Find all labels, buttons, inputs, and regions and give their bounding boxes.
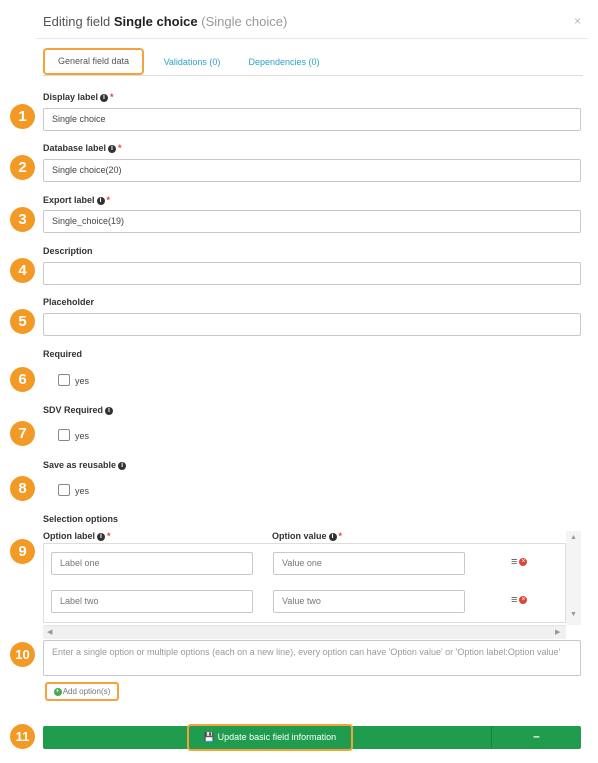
required-label: Required bbox=[43, 349, 83, 359]
row-actions bbox=[511, 594, 527, 606]
modal-title-prefix: Editing field bbox=[43, 14, 111, 29]
required-mark: * bbox=[338, 531, 343, 541]
required-mark: * bbox=[106, 195, 111, 205]
option-label-input[interactable]: Label one bbox=[51, 552, 253, 575]
display-label-label bbox=[43, 92, 114, 102]
header-divider bbox=[36, 38, 588, 39]
step-badge-5: 5 bbox=[10, 309, 35, 334]
database-label-label bbox=[43, 143, 122, 153]
tab-dependencies[interactable]: Dependencies (0) bbox=[248, 57, 320, 67]
required-option-text: yes bbox=[75, 376, 90, 386]
info-icon: i bbox=[105, 407, 113, 415]
sdv-required-label bbox=[43, 405, 113, 415]
scroll-left-icon[interactable]: ◀ bbox=[47, 629, 53, 636]
step-badge-6: 6 bbox=[10, 367, 35, 392]
export-label-input[interactable]: Single_choice(19) bbox=[43, 210, 581, 233]
sdv-required-text: SDV Required bbox=[43, 405, 104, 415]
modal-header bbox=[43, 12, 583, 38]
add-options-label: Add option(s) bbox=[62, 687, 111, 696]
sdv-required-option-text: yes bbox=[75, 431, 90, 441]
required-mark: * bbox=[118, 143, 122, 153]
info-icon: i bbox=[97, 197, 105, 205]
description-input[interactable] bbox=[43, 262, 581, 285]
sdv-required-checkbox[interactable] bbox=[58, 429, 70, 441]
option-label-header bbox=[43, 531, 111, 541]
save-reusable-text: Save as reusable bbox=[43, 460, 117, 470]
save-reusable-checkbox[interactable] bbox=[58, 484, 70, 496]
step-badge-7: 7 bbox=[10, 421, 35, 446]
submit-bar bbox=[43, 726, 581, 749]
database-label-text: Database label bbox=[43, 143, 107, 153]
add-options-button[interactable] bbox=[45, 682, 119, 701]
scroll-down-icon[interactable]: ▼ bbox=[570, 611, 577, 618]
modal-field-name: Single choice bbox=[113, 14, 198, 29]
save-reusable-label bbox=[43, 460, 126, 470]
scroll-up-icon[interactable]: ▲ bbox=[570, 534, 577, 541]
option-value-header bbox=[272, 531, 342, 541]
modal-field-type: (Single choice) bbox=[201, 14, 288, 29]
export-label-text: Export label bbox=[43, 195, 95, 205]
update-field-label: Update basic field information bbox=[217, 732, 337, 742]
step-badge-8: 8 bbox=[10, 476, 35, 501]
step-badge-2: 2 bbox=[10, 155, 35, 180]
required-mark: * bbox=[110, 92, 114, 102]
tab-general-field-data[interactable]: General field data bbox=[43, 48, 144, 75]
tab-validations[interactable]: Validations (0) bbox=[163, 57, 221, 67]
required-checkbox[interactable] bbox=[58, 374, 70, 386]
remove-circle-icon[interactable]: × bbox=[521, 558, 526, 566]
selection-options-title: Selection options bbox=[43, 514, 119, 524]
option-value-input[interactable]: Value two bbox=[273, 590, 465, 613]
option-value-header-text: Option value bbox=[272, 531, 327, 541]
info-icon: i bbox=[329, 533, 337, 541]
modal-title bbox=[43, 14, 287, 29]
required-mark: * bbox=[107, 531, 111, 541]
info-icon: i bbox=[100, 94, 108, 102]
option-label-header-text: Option label bbox=[43, 531, 96, 541]
step-badge-9: 9 bbox=[10, 539, 35, 564]
info-icon: i bbox=[97, 533, 105, 541]
display-label-text: Display label bbox=[43, 92, 99, 102]
step-badge-3: 3 bbox=[10, 207, 35, 232]
drag-handle-icon[interactable]: ≡ bbox=[511, 594, 518, 606]
step-badge-4: 4 bbox=[10, 258, 35, 283]
row-actions bbox=[511, 556, 527, 568]
step-badge-10: 10 bbox=[10, 642, 35, 667]
tab-bar bbox=[43, 48, 583, 76]
export-label-label bbox=[43, 195, 110, 205]
step-badge-1: 1 bbox=[10, 104, 35, 129]
drag-handle-icon[interactable]: ≡ bbox=[511, 556, 518, 568]
save-reusable-option-text: yes bbox=[75, 486, 90, 496]
placeholder-label: Placeholder bbox=[43, 297, 95, 307]
info-icon: i bbox=[108, 145, 116, 153]
plus-circle-icon: + bbox=[55, 687, 60, 695]
step-badge-11: 11 bbox=[10, 724, 35, 749]
database-label-input[interactable]: Single choice(20) bbox=[43, 159, 581, 182]
option-label-input[interactable]: Label two bbox=[51, 590, 253, 613]
collapse-button[interactable]: – bbox=[533, 729, 540, 743]
display-label-input[interactable]: Single choice bbox=[43, 108, 581, 131]
description-label: Description bbox=[43, 246, 93, 256]
placeholder-input[interactable] bbox=[43, 313, 581, 336]
options-horizontal-scrollbar[interactable] bbox=[43, 625, 566, 639]
info-icon: i bbox=[118, 462, 126, 470]
floppy-disk-icon: 💾 bbox=[203, 732, 216, 742]
scroll-right-icon[interactable]: ▶ bbox=[555, 629, 561, 636]
remove-circle-icon[interactable]: × bbox=[521, 596, 526, 604]
close-icon[interactable]: × bbox=[573, 14, 581, 28]
options-table bbox=[43, 543, 566, 623]
option-value-input[interactable]: Value one bbox=[273, 552, 465, 575]
update-field-button[interactable] bbox=[187, 724, 353, 751]
options-vertical-scrollbar[interactable] bbox=[566, 531, 581, 625]
bulk-options-textarea[interactable]: Enter a single option or multiple options (each on a new line), every option can have 'Option value' or 'Option label:Option value' bbox=[43, 640, 581, 676]
